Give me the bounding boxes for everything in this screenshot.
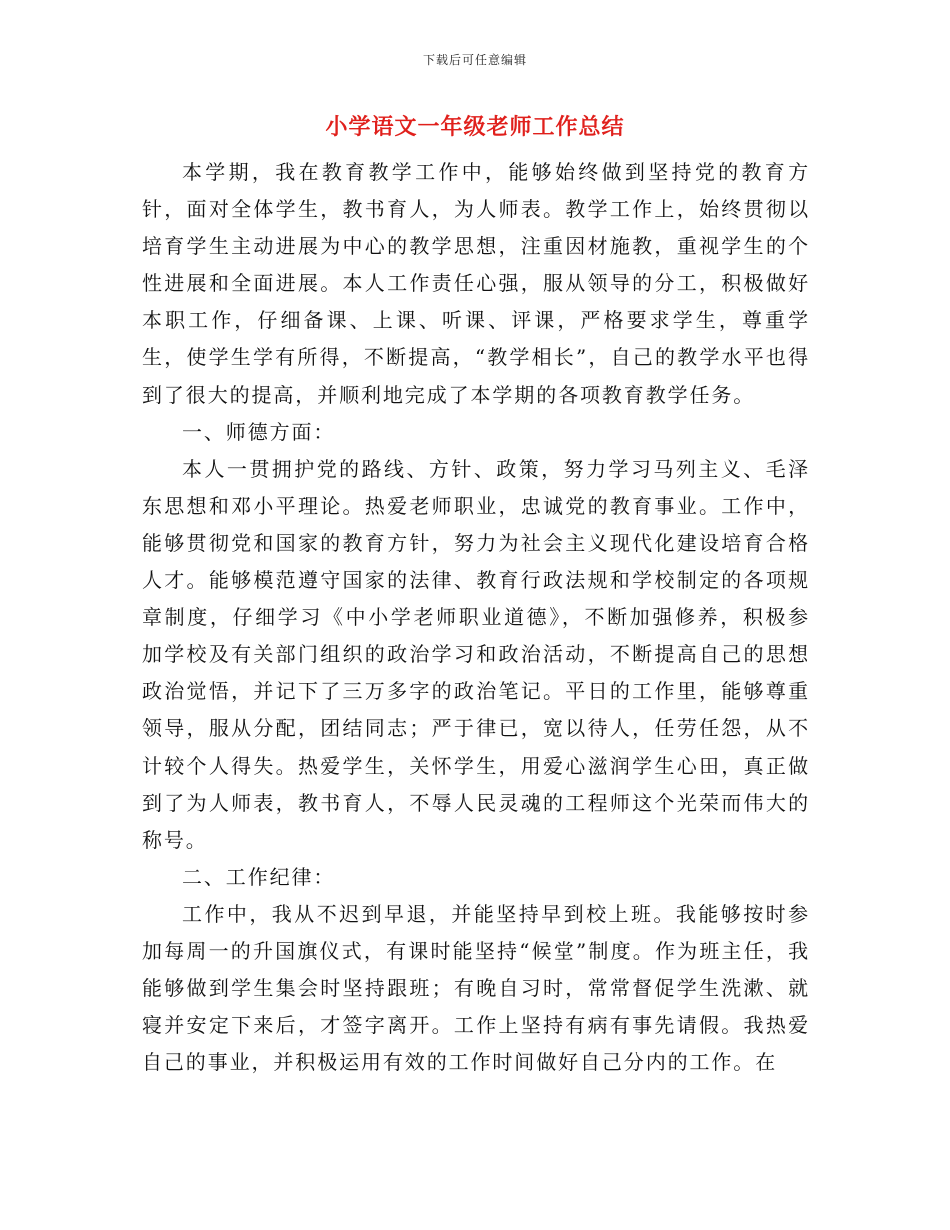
document-body: [142, 154, 810, 1081]
teacher-ethics-paragraph: 本人一贯拥护党的路线、方针、政策，努力学习马列主义、毛泽东思想和邓小平理论。热爱老师职业，忠诚党的教育事业。工作中，能够贯彻党和国家的教育方针，努力为社会主义现代化建设培育合格人才。能够模范遵守国家的法律、教育行政法规和学校制定的各项规章制度，仔细学习《中小学老师职业道德》，不断加强修养，积极参加学校及有关部门组织的政治学习和政治活动，不断提高自己的思想政治觉悟，并记下了三万多字的政治笔记。平日的工作里，能够尊重领导，服从分配，团结同志；严于律已，宽以待人，任劳任怨，从不计较个人得失。热爱学生，关怀学生，用爱心滋润学生心田，真正做到了为人师表，教书育人，不辱人民灵魂的工程师这个光荣而伟大的称号。: [142, 456, 810, 852]
document-title: 小学语文一年级老师工作总结: [325, 115, 625, 140]
section-heading-work-discipline: 二、工作纪律：: [182, 864, 336, 889]
work-discipline-paragraph: 工作中，我从不迟到早退，并能坚持早到校上班。我能够按时参加每周一的升国旗仪式，有课时能坚持“候堂”制度。作为班主任，我能够做到学生集会时坚持跟班；有晚自习时，常常督促学生洗漱、就寝并安定下来后，才签字离开。工作上坚持有病有事先请假。我热爱自己的事业，并积极运用有效的工作时间做好自己分内的工作。在: [142, 901, 810, 1075]
section-heading-teacher-ethics: 一、师德方面：: [182, 419, 336, 444]
intro-paragraph: 本学期，我在教育教学工作中，能够始终做到坚持党的教育方针，面对全体学生，教书育人，为人师表。教学工作上，始终贯彻以培育学生主动进展为中心的教学思想，注重因材施教，重视学生的个性进展和全面进展。本人工作责任心强，服从领导的分工，积极做好本职工作，仔细备课、上课、听课、评课，严格要求学生，尊重学生，使学生学有所得，不断提高，“教学相长”，自己的教学水平也得到了很大的提高，并顺利地完成了本学期的各项教育教学任务。: [142, 160, 810, 407]
header-note: 下载后可任意编辑: [422, 53, 527, 67]
